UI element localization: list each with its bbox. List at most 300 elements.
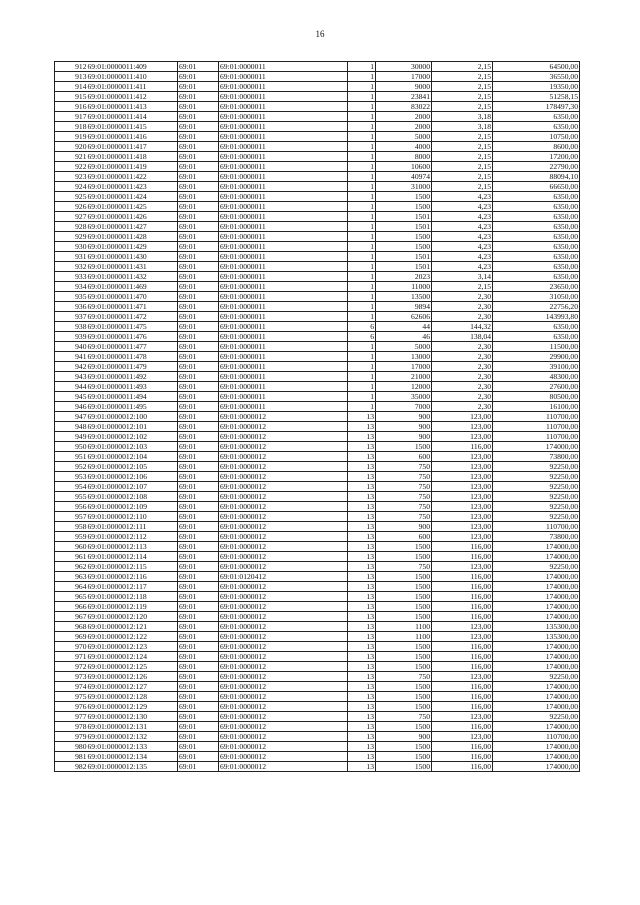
cadastral-number-cell: 69:01:0000012:122 [87, 632, 178, 642]
cadastral-block-cell: 69:01:0000012 [219, 502, 348, 512]
table-row [55, 742, 580, 752]
category-cell: 13 [348, 412, 376, 422]
category-cell: 13 [348, 682, 376, 692]
cadastral-block-cell: 69:01:0000011 [219, 202, 348, 212]
table-row [55, 102, 580, 112]
cadastral-number-cell: 69:01:0000012:105 [87, 462, 178, 472]
category-cell: 13 [348, 732, 376, 742]
row-number-cell: 939 [55, 332, 87, 342]
district-code-cell: 69:01 [178, 762, 219, 772]
cadastral-block-cell: 69:01:0000011 [219, 372, 348, 382]
table-row [55, 472, 580, 482]
row-number-cell: 968 [55, 622, 87, 632]
row-number-cell: 956 [55, 502, 87, 512]
category-cell: 13 [348, 572, 376, 582]
category-cell: 1 [348, 402, 376, 412]
cadastral-block-cell: 69:01:0120412 [219, 572, 348, 582]
cadastral-number-cell: 69:01:0000011:425 [87, 202, 178, 212]
district-code-cell: 69:01 [178, 332, 219, 342]
cadastral-block-cell: 69:01:0000012 [219, 742, 348, 752]
district-code-cell: 69:01 [178, 252, 219, 262]
category-cell: 1 [348, 132, 376, 142]
amount-cell: 174000,00 [493, 742, 580, 752]
table-row [55, 732, 580, 742]
table-row [55, 172, 580, 182]
row-number-cell: 915 [55, 92, 87, 102]
amount-cell: 6350,00 [493, 222, 580, 232]
cadastral-number-cell: 69:01:0000012:129 [87, 702, 178, 712]
row-number-cell: 975 [55, 692, 87, 702]
row-number-cell: 948 [55, 422, 87, 432]
table-row [55, 152, 580, 162]
category-cell: 1 [348, 212, 376, 222]
rate-cell: 2,30 [432, 382, 493, 392]
cadastral-block-cell: 69:01:0000012 [219, 592, 348, 602]
area-cell: 7000 [376, 402, 432, 412]
cadastral-block-cell: 69:01:0000012 [219, 602, 348, 612]
row-number-cell: 923 [55, 172, 87, 182]
area-cell: 1500 [376, 232, 432, 242]
area-cell: 1500 [376, 602, 432, 612]
cadastral-number-cell: 69:01:0000012:130 [87, 712, 178, 722]
amount-cell: 110700,00 [493, 422, 580, 432]
rate-cell: 123,00 [432, 632, 493, 642]
area-cell: 5000 [376, 342, 432, 352]
rate-cell: 116,00 [432, 542, 493, 552]
cadastral-number-cell: 69:01:0000012:118 [87, 592, 178, 602]
table-row [55, 112, 580, 122]
category-cell: 1 [348, 302, 376, 312]
cadastral-number-cell: 69:01:0000011:493 [87, 382, 178, 392]
district-code-cell: 69:01 [178, 372, 219, 382]
district-code-cell: 69:01 [178, 82, 219, 92]
cadastral-number-cell: 69:01:0000011:409 [87, 62, 178, 72]
cadastral-block-cell: 69:01:0000012 [219, 632, 348, 642]
area-cell: 46 [376, 332, 432, 342]
table-row [55, 82, 580, 92]
row-number-cell: 914 [55, 82, 87, 92]
cadastral-block-cell: 69:01:0000012 [219, 552, 348, 562]
cadastral-number-cell: 69:01:0000012:109 [87, 502, 178, 512]
rate-cell: 4,23 [432, 212, 493, 222]
category-cell: 1 [348, 172, 376, 182]
district-code-cell: 69:01 [178, 572, 219, 582]
district-code-cell: 69:01 [178, 312, 219, 322]
district-code-cell: 69:01 [178, 682, 219, 692]
category-cell: 13 [348, 632, 376, 642]
cadastral-block-cell: 69:01:0000011 [219, 192, 348, 202]
amount-cell: 135300,00 [493, 622, 580, 632]
category-cell: 13 [348, 502, 376, 512]
row-number-cell: 966 [55, 602, 87, 612]
cadastral-number-cell: 69:01:0000011:470 [87, 292, 178, 302]
area-cell: 2023 [376, 272, 432, 282]
row-number-cell: 954 [55, 482, 87, 492]
area-cell: 1500 [376, 742, 432, 752]
cadastral-block-cell: 69:01:0000011 [219, 312, 348, 322]
rate-cell: 4,23 [432, 242, 493, 252]
cadastral-block-cell: 69:01:0000011 [219, 242, 348, 252]
area-cell: 31000 [376, 182, 432, 192]
amount-cell: 174000,00 [493, 752, 580, 762]
table-row [55, 612, 580, 622]
category-cell: 1 [348, 282, 376, 292]
district-code-cell: 69:01 [178, 132, 219, 142]
amount-cell: 110700,00 [493, 432, 580, 442]
cadastral-number-cell: 69:01:0000011:472 [87, 312, 178, 322]
amount-cell: 92250,00 [493, 502, 580, 512]
district-code-cell: 69:01 [178, 182, 219, 192]
row-number-cell: 921 [55, 152, 87, 162]
rate-cell: 116,00 [432, 442, 493, 452]
row-number-cell: 953 [55, 472, 87, 482]
row-number-cell: 932 [55, 262, 87, 272]
rate-cell: 2,15 [432, 102, 493, 112]
table-row [55, 72, 580, 82]
amount-cell: 135300,00 [493, 632, 580, 642]
rate-cell: 123,00 [432, 712, 493, 722]
category-cell: 1 [348, 62, 376, 72]
table-row [55, 282, 580, 292]
area-cell: 9894 [376, 302, 432, 312]
table-row [55, 652, 580, 662]
amount-cell: 88094,10 [493, 172, 580, 182]
cadastral-number-cell: 69:01:0000012:121 [87, 622, 178, 632]
row-number-cell: 917 [55, 112, 87, 122]
amount-cell: 6350,00 [493, 272, 580, 282]
rate-cell: 2,15 [432, 172, 493, 182]
category-cell: 1 [348, 342, 376, 352]
cadastral-block-cell: 69:01:0000012 [219, 762, 348, 772]
rate-cell: 2,30 [432, 292, 493, 302]
cadastral-number-cell: 69:01:0000011:417 [87, 142, 178, 152]
area-cell: 40974 [376, 172, 432, 182]
category-cell: 1 [348, 142, 376, 152]
area-cell: 1500 [376, 642, 432, 652]
area-cell: 750 [376, 502, 432, 512]
district-code-cell: 69:01 [178, 652, 219, 662]
cadastral-block-cell: 69:01:0000011 [219, 252, 348, 262]
cadastral-number-cell: 69:01:0000012:106 [87, 472, 178, 482]
row-number-cell: 928 [55, 222, 87, 232]
table-row [55, 582, 580, 592]
rate-cell: 123,00 [432, 512, 493, 522]
category-cell: 6 [348, 332, 376, 342]
category-cell: 13 [348, 702, 376, 712]
rate-cell: 123,00 [432, 672, 493, 682]
cadastral-block-cell: 69:01:0000012 [219, 582, 348, 592]
rate-cell: 2,15 [432, 152, 493, 162]
row-number-cell: 976 [55, 702, 87, 712]
row-number-cell: 981 [55, 752, 87, 762]
district-code-cell: 69:01 [178, 162, 219, 172]
row-number-cell: 958 [55, 522, 87, 532]
area-cell: 1501 [376, 212, 432, 222]
cadastral-block-cell: 69:01:0000012 [219, 752, 348, 762]
cadastral-number-cell: 69:01:0000012:126 [87, 672, 178, 682]
amount-cell: 92250,00 [493, 482, 580, 492]
row-number-cell: 931 [55, 252, 87, 262]
amount-cell: 11500,00 [493, 342, 580, 352]
rate-cell: 2,15 [432, 282, 493, 292]
table-row [55, 622, 580, 632]
row-number-cell: 947 [55, 412, 87, 422]
category-cell: 13 [348, 562, 376, 572]
table-row [55, 302, 580, 312]
area-cell: 1100 [376, 622, 432, 632]
area-cell: 750 [376, 482, 432, 492]
district-code-cell: 69:01 [178, 632, 219, 642]
area-cell: 750 [376, 472, 432, 482]
category-cell: 1 [348, 152, 376, 162]
cadastral-block-cell: 69:01:0000012 [219, 612, 348, 622]
table-row [55, 132, 580, 142]
category-cell: 13 [348, 492, 376, 502]
rate-cell: 2,15 [432, 62, 493, 72]
area-cell: 1500 [376, 592, 432, 602]
rate-cell: 138,04 [432, 332, 493, 342]
area-cell: 1500 [376, 702, 432, 712]
row-number-cell: 916 [55, 102, 87, 112]
rate-cell: 123,00 [432, 532, 493, 542]
rate-cell: 116,00 [432, 722, 493, 732]
category-cell: 13 [348, 422, 376, 432]
rate-cell: 116,00 [432, 602, 493, 612]
row-number-cell: 933 [55, 272, 87, 282]
district-code-cell: 69:01 [178, 522, 219, 532]
table-row [55, 252, 580, 262]
district-code-cell: 69:01 [178, 432, 219, 442]
category-cell: 13 [348, 582, 376, 592]
amount-cell: 6350,00 [493, 252, 580, 262]
row-number-cell: 973 [55, 672, 87, 682]
district-code-cell: 69:01 [178, 642, 219, 652]
table-row [55, 642, 580, 652]
row-number-cell: 913 [55, 72, 87, 82]
district-code-cell: 69:01 [178, 122, 219, 132]
amount-cell: 6350,00 [493, 202, 580, 212]
amount-cell: 92250,00 [493, 712, 580, 722]
cadastral-block-cell: 69:01:0000012 [219, 622, 348, 632]
row-number-cell: 970 [55, 642, 87, 652]
district-code-cell: 69:01 [178, 412, 219, 422]
cadastral-number-cell: 69:01:0000011:495 [87, 402, 178, 412]
table-row [55, 222, 580, 232]
cadastral-number-cell: 69:01:0000011:478 [87, 352, 178, 362]
area-cell: 1500 [376, 542, 432, 552]
table-row [55, 422, 580, 432]
amount-cell: 174000,00 [493, 592, 580, 602]
row-number-cell: 960 [55, 542, 87, 552]
district-code-cell: 69:01 [178, 292, 219, 302]
cadastral-number-cell: 69:01:0000011:411 [87, 82, 178, 92]
area-cell: 5000 [376, 132, 432, 142]
district-code-cell: 69:01 [178, 532, 219, 542]
category-cell: 1 [348, 122, 376, 132]
cadastral-block-cell: 69:01:0000011 [219, 332, 348, 342]
table-row [55, 712, 580, 722]
row-number-cell: 955 [55, 492, 87, 502]
cadastral-number-cell: 69:01:0000011:422 [87, 172, 178, 182]
rate-cell: 116,00 [432, 552, 493, 562]
district-code-cell: 69:01 [178, 742, 219, 752]
rate-cell: 116,00 [432, 572, 493, 582]
cadastral-number-cell: 69:01:0000011:476 [87, 332, 178, 342]
area-cell: 35000 [376, 392, 432, 402]
amount-cell: 29900,00 [493, 352, 580, 362]
amount-cell: 6350,00 [493, 262, 580, 272]
category-cell: 13 [348, 612, 376, 622]
category-cell: 13 [348, 542, 376, 552]
cadastral-block-cell: 69:01:0000011 [219, 382, 348, 392]
district-code-cell: 69:01 [178, 492, 219, 502]
table-row [55, 352, 580, 362]
row-number-cell: 922 [55, 162, 87, 172]
table-row [55, 142, 580, 152]
table-row [55, 412, 580, 422]
row-number-cell: 961 [55, 552, 87, 562]
category-cell: 13 [348, 652, 376, 662]
cadastral-number-cell: 69:01:0000012:133 [87, 742, 178, 752]
district-code-cell: 69:01 [178, 212, 219, 222]
rate-cell: 123,00 [432, 562, 493, 572]
cadastral-block-cell: 69:01:0000012 [219, 462, 348, 472]
amount-cell: 6350,00 [493, 332, 580, 342]
table-row [55, 362, 580, 372]
category-cell: 13 [348, 642, 376, 652]
cadastral-block-cell: 69:01:0000012 [219, 702, 348, 712]
cadastral-number-cell: 69:01:0000011:475 [87, 322, 178, 332]
cadastral-number-cell: 69:01:0000012:117 [87, 582, 178, 592]
row-number-cell: 951 [55, 452, 87, 462]
rate-cell: 123,00 [432, 432, 493, 442]
rate-cell: 144,32 [432, 322, 493, 332]
cadastral-number-cell: 69:01:0000012:111 [87, 522, 178, 532]
cadastral-number-cell: 69:01:0000011:410 [87, 72, 178, 82]
row-number-cell: 927 [55, 212, 87, 222]
category-cell: 13 [348, 552, 376, 562]
category-cell: 13 [348, 432, 376, 442]
rate-cell: 116,00 [432, 582, 493, 592]
cadastral-number-cell: 69:01:0000012:107 [87, 482, 178, 492]
cadastral-block-cell: 69:01:0000011 [219, 112, 348, 122]
district-code-cell: 69:01 [178, 222, 219, 232]
row-number-cell: 945 [55, 392, 87, 402]
table-row [55, 202, 580, 212]
cadastral-block-cell: 69:01:0000011 [219, 92, 348, 102]
rate-cell: 2,15 [432, 162, 493, 172]
amount-cell: 6350,00 [493, 322, 580, 332]
rate-cell: 123,00 [432, 452, 493, 462]
amount-cell: 110700,00 [493, 732, 580, 742]
table-row [55, 262, 580, 272]
category-cell: 1 [348, 362, 376, 372]
cadastral-block-cell: 69:01:0000011 [219, 232, 348, 242]
row-number-cell: 920 [55, 142, 87, 152]
category-cell: 13 [348, 462, 376, 472]
cadastral-number-cell: 69:01:0000012:120 [87, 612, 178, 622]
category-cell: 1 [348, 192, 376, 202]
cadastral-number-cell: 69:01:0000011:412 [87, 92, 178, 102]
cadastral-block-cell: 69:01:0000012 [219, 522, 348, 532]
district-code-cell: 69:01 [178, 72, 219, 82]
category-cell: 1 [348, 382, 376, 392]
rate-cell: 116,00 [432, 692, 493, 702]
rate-cell: 2,30 [432, 312, 493, 322]
cadastral-block-cell: 69:01:0000012 [219, 642, 348, 652]
rate-cell: 3,14 [432, 272, 493, 282]
area-cell: 900 [376, 422, 432, 432]
amount-cell: 8600,00 [493, 142, 580, 152]
row-number-cell: 967 [55, 612, 87, 622]
district-code-cell: 69:01 [178, 282, 219, 292]
amount-cell: 6350,00 [493, 232, 580, 242]
category-cell: 13 [348, 662, 376, 672]
amount-cell: 174000,00 [493, 682, 580, 692]
cadastral-number-cell: 69:01:0000011:431 [87, 262, 178, 272]
rate-cell: 123,00 [432, 422, 493, 432]
table-row [55, 722, 580, 732]
rate-cell: 4,23 [432, 262, 493, 272]
area-cell: 21000 [376, 372, 432, 382]
amount-cell: 174000,00 [493, 572, 580, 582]
cadastral-block-cell: 69:01:0000012 [219, 662, 348, 672]
cadastral-number-cell: 69:01:0000011:426 [87, 212, 178, 222]
category-cell: 13 [348, 482, 376, 492]
amount-cell: 6350,00 [493, 212, 580, 222]
rate-cell: 2,30 [432, 302, 493, 312]
table-row [55, 482, 580, 492]
district-code-cell: 69:01 [178, 442, 219, 452]
row-number-cell: 979 [55, 732, 87, 742]
area-cell: 1500 [376, 662, 432, 672]
district-code-cell: 69:01 [178, 362, 219, 372]
district-code-cell: 69:01 [178, 562, 219, 572]
area-cell: 1500 [376, 722, 432, 732]
rate-cell: 123,00 [432, 472, 493, 482]
category-cell: 1 [348, 222, 376, 232]
table-row [55, 602, 580, 612]
amount-cell: 174000,00 [493, 702, 580, 712]
district-code-cell: 69:01 [178, 672, 219, 682]
rate-cell: 2,15 [432, 72, 493, 82]
amount-cell: 174000,00 [493, 552, 580, 562]
amount-cell: 27600,00 [493, 382, 580, 392]
area-cell: 1500 [376, 552, 432, 562]
category-cell: 1 [348, 372, 376, 382]
district-code-cell: 69:01 [178, 142, 219, 152]
rate-cell: 116,00 [432, 702, 493, 712]
cadastral-number-cell: 69:01:0000012:124 [87, 652, 178, 662]
rate-cell: 116,00 [432, 642, 493, 652]
cadastral-block-cell: 69:01:0000012 [219, 432, 348, 442]
table-row [55, 522, 580, 532]
cadastral-block-cell: 69:01:0000011 [219, 162, 348, 172]
area-cell: 900 [376, 412, 432, 422]
cadastral-block-cell: 69:01:0000011 [219, 352, 348, 362]
area-cell: 1501 [376, 252, 432, 262]
table-row [55, 62, 580, 72]
category-cell: 1 [348, 182, 376, 192]
cadastral-block-cell: 69:01:0000011 [219, 262, 348, 272]
category-cell: 1 [348, 72, 376, 82]
district-code-cell: 69:01 [178, 482, 219, 492]
rate-cell: 123,00 [432, 502, 493, 512]
cadastral-number-cell: 69:01:0000012:115 [87, 562, 178, 572]
category-cell: 13 [348, 532, 376, 542]
row-number-cell: 962 [55, 562, 87, 572]
area-cell: 750 [376, 492, 432, 502]
